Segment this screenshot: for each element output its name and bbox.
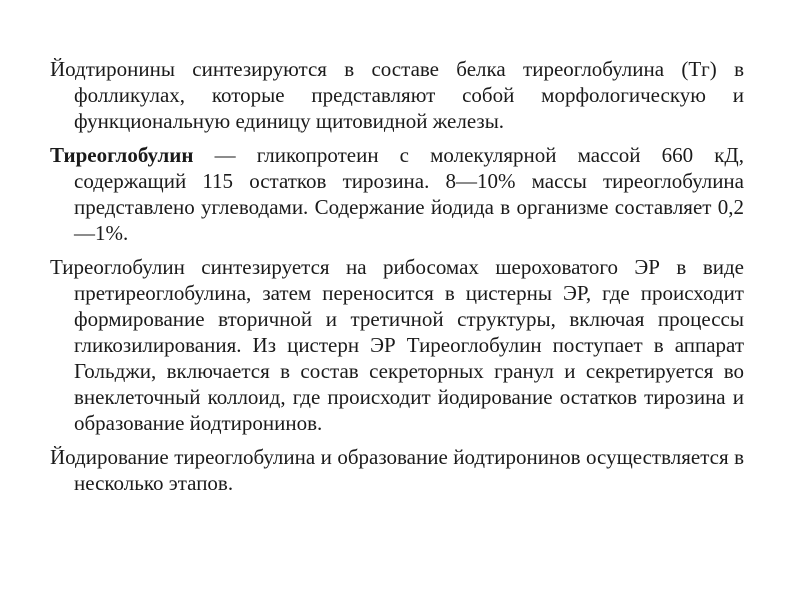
- paragraph-2-term: Тиреоглобулин: [50, 143, 194, 167]
- paragraph-4-text: Йодирование тиреоглобулина и образование йодтиронинов осуществляется в несколько этапов.: [50, 445, 744, 495]
- paragraph-4: [50, 444, 744, 496]
- paragraph-3-text: Тиреоглобулин синтезируется на рибосомах шероховатого ЭР в виде претиреоглобулина, затем переносится в цистерны ЭР, где происходит формирование вторичной и третичной структуры, включая процессы гликозилирования. Из цистерн ЭР Тиреоглобулин поступает в аппарат Гольджи, включается в состав секреторных гранул и секретируется во внеклеточный коллоид, где происходит йодирование остатков тирозина и образование йодтиронинов.: [50, 255, 744, 435]
- paragraph-1: [50, 56, 744, 134]
- slide-content: [50, 56, 744, 504]
- paragraph-2: [50, 142, 744, 246]
- paragraph-1-text: Йодтиронины синтезируются в составе белка тиреоглобулина (Тг) в фолликулах, которые представляют собой морфологическую и функциональную единицу щитовидной железы.: [50, 57, 744, 133]
- paragraph-3: [50, 254, 744, 436]
- paragraph-2-text: — гликопротеин с молекулярной массой 660 кД, содержащий 115 остатков тирозина. 8—10% массы тиреоглобулина представлено углеводами. Содержание йодида в организме составляет 0,2—1%.: [74, 143, 744, 245]
